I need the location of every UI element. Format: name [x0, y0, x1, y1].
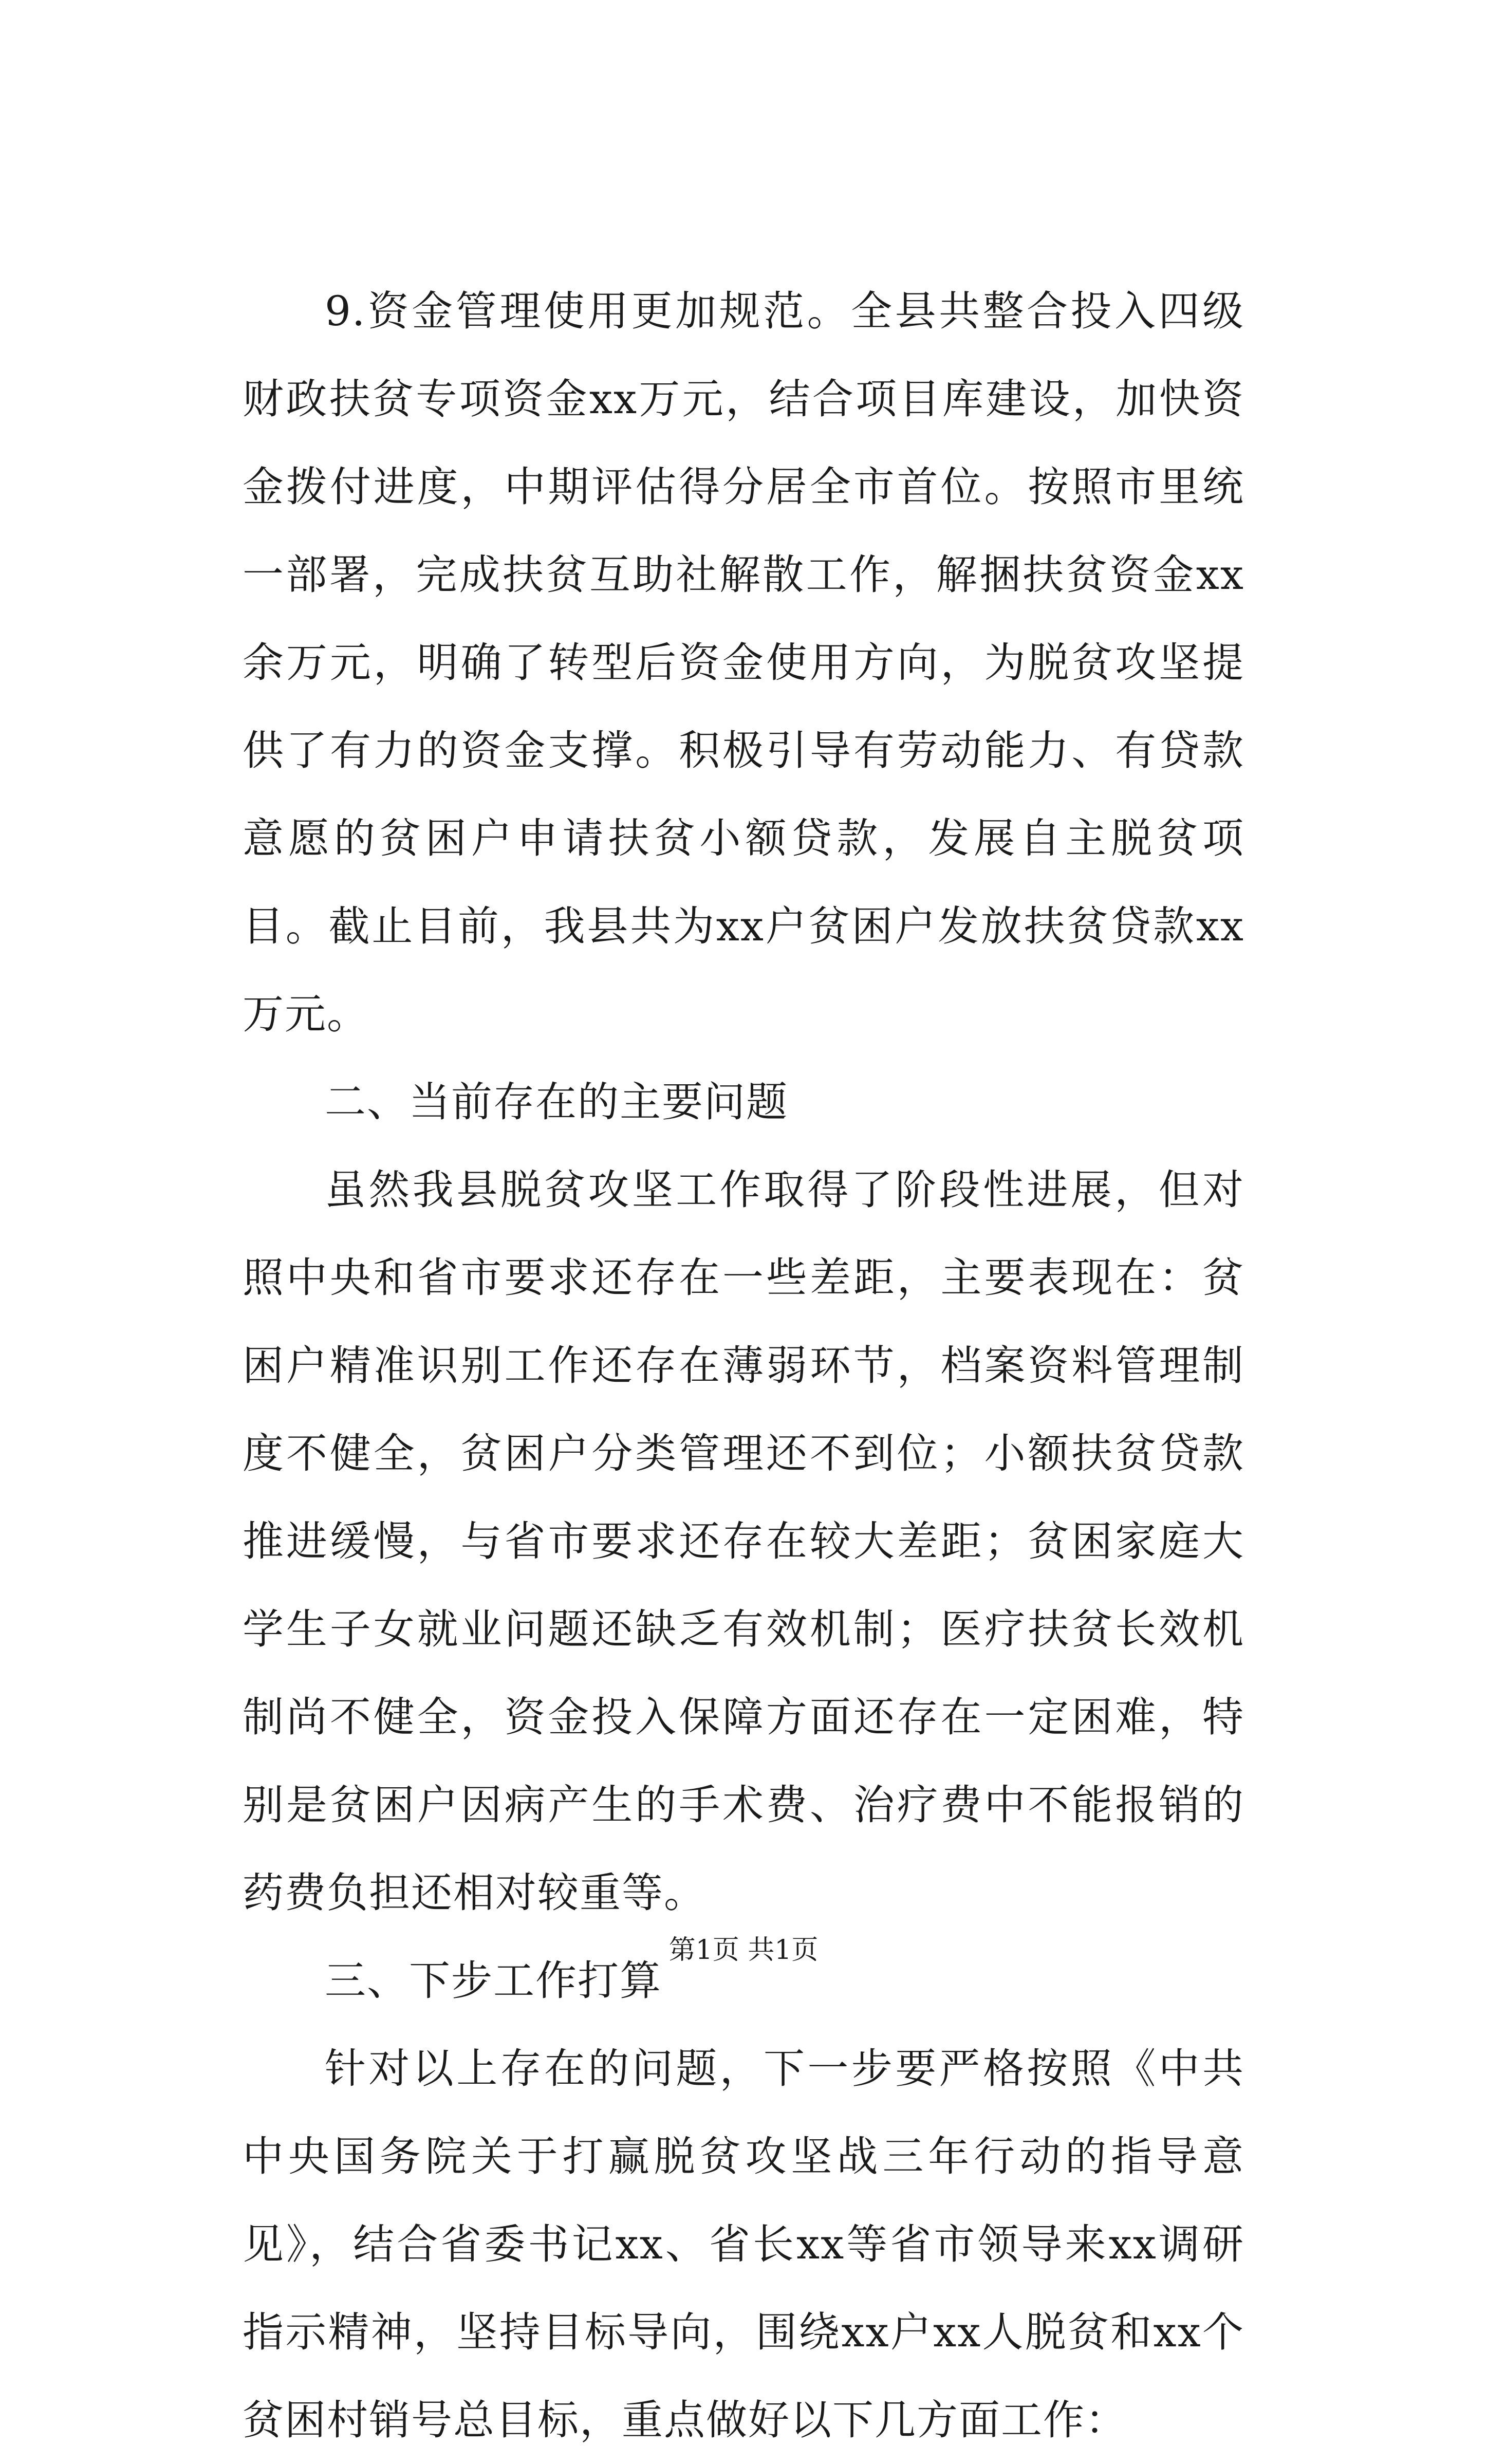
page-footer: 第1页 共1页	[668, 1935, 819, 1966]
paragraph-next-steps: 针对以上存在的问题，下一步要严格按照《中共中央国务院关于打赢脱贫攻坚战三年行动的指导意见》，结合省委书记xx、省长xx等省市领导来xx调研指示精神，坚持目标导向，围绕xx户xx人脱贫和xx个贫困村销号总目标，重点做好以下几方面工作：	[243, 2045, 1244, 2444]
heading-main-problems: 二、当前存在的主要问题	[325, 1078, 788, 1126]
heading-next-steps: 三、下步工作打算	[325, 1957, 662, 2005]
document-body	[243, 267, 1244, 2464]
paragraph-problems: 虽然我县脱贫攻坚工作取得了阶段性进展，但对照中央和省市要求还存在一些差距，主要表现在：贫困户精准识别工作还存在薄弱环节，档案资料管理制度不健全，贫困户分类管理还不到位；小额扶贫贷款推进缓慢，与省市要求还存在较大差距；贫困家庭大学生子女就业问题还缺乏有效机制；医疗扶贫长效机制尚不健全，资金投入保障方面还存在一定困难，特别是贫困户因病产生的手术费、治疗费中不能报销的药费负担还相对较重等。	[243, 1166, 1244, 1917]
paragraph-funds-management: 9.资金管理使用更加规范。全县共整合投入四级财政扶贫专项资金xx万元，结合项目库建设，加快资金拨付进度，中期评估得分居全市首位。按照市里统一部署，完成扶贫互助社解散工作，解捆扶贫资金xx余万元，明确了转型后资金使用方向，为脱贫攻坚提供了有力的资金支撑。积极引导有劳动能力、有贷款意愿的贫困户申请扶贫小额贷款，发展自主脱贫项目。截止目前，我县共为xx户贫困户发放扶贫贷款xx万元。	[243, 287, 1244, 1038]
